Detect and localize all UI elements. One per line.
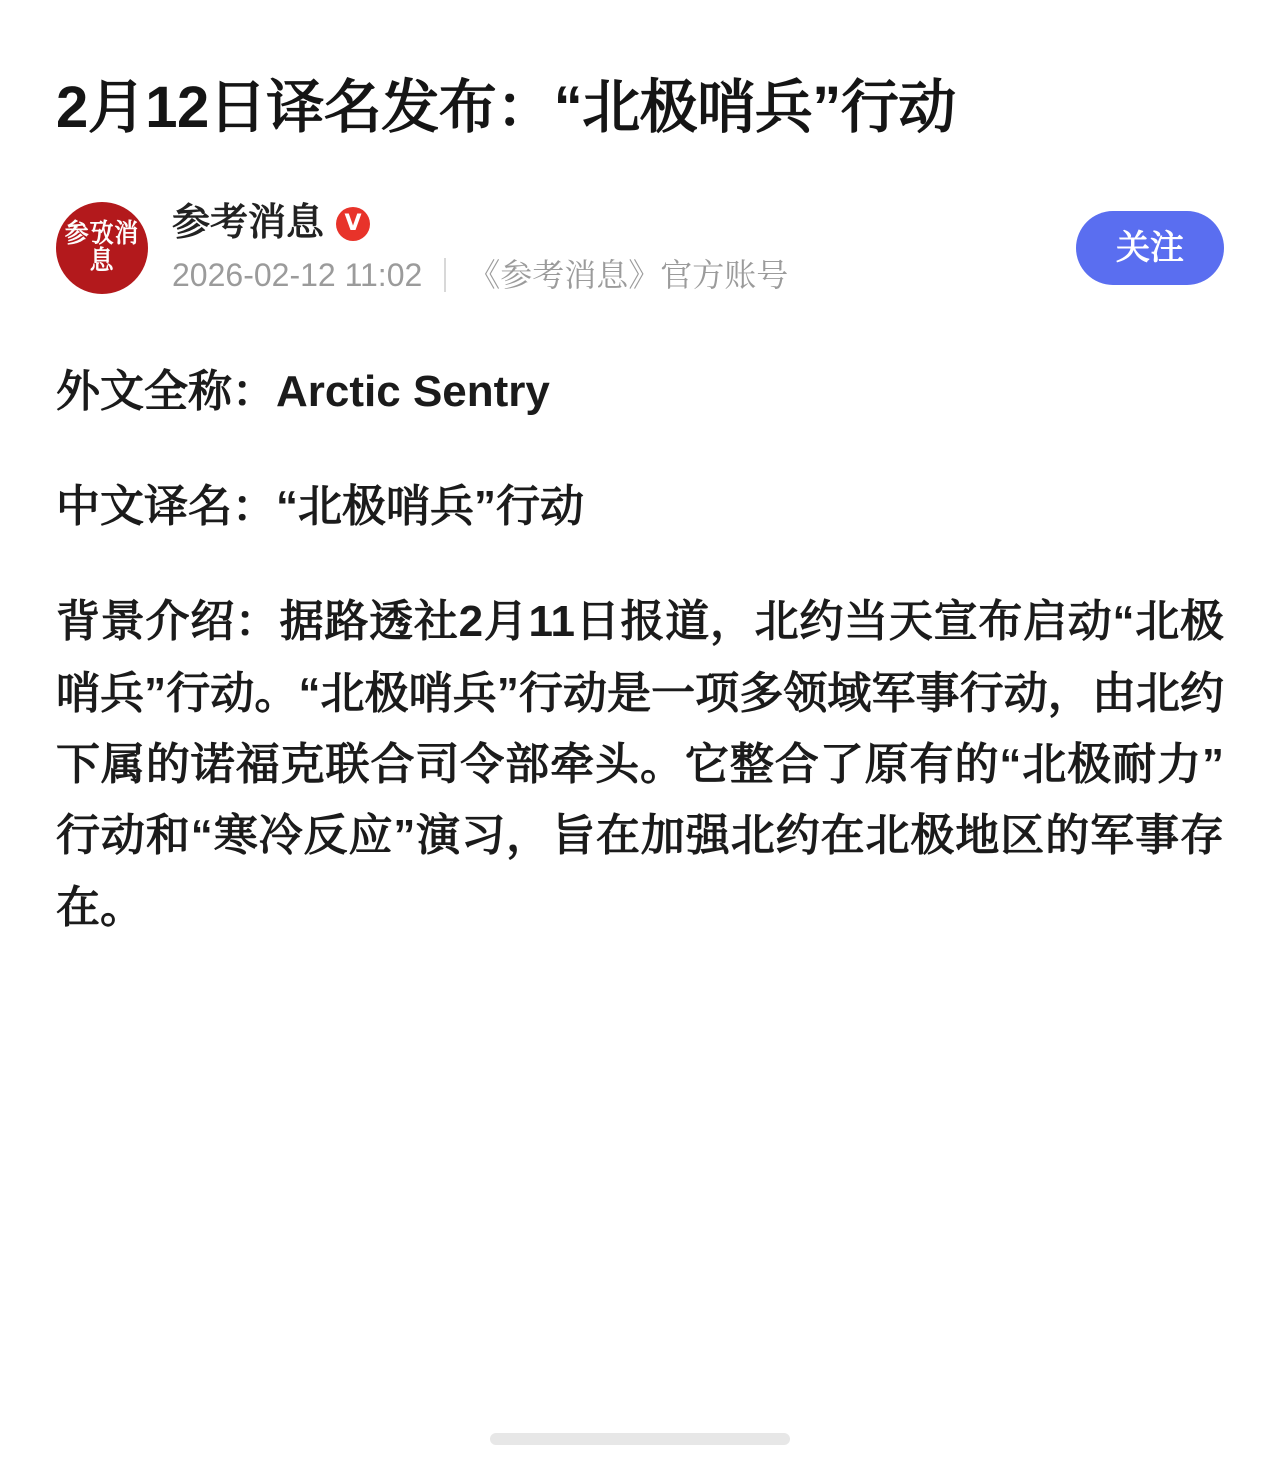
author-name[interactable]: 参考消息	[172, 201, 325, 244]
author-info	[172, 202, 1056, 294]
follow-button[interactable]: 关注	[1076, 211, 1224, 285]
article-page	[0, 72, 1280, 943]
paragraph-chinese-name: 中文译名：“北极哨兵”行动	[56, 482, 584, 532]
home-indicator	[490, 1433, 790, 1445]
timestamp: 2026-02-12 11:02	[172, 256, 423, 293]
page-title: 2月12日译名发布：“北极哨兵”行动	[56, 75, 956, 140]
author-meta-row	[56, 196, 1224, 300]
author-name-row	[172, 202, 1056, 246]
paragraph-foreign-name: 外文全称：Arctic Sentry	[56, 366, 550, 416]
author-description: 《参考消息》官方账号	[468, 256, 789, 293]
article-body	[56, 356, 1224, 943]
avatar[interactable]	[56, 202, 148, 294]
author-subinfo	[172, 256, 1056, 294]
meta-divider	[444, 258, 446, 292]
avatar-seal-text: 参攷消息	[64, 219, 140, 276]
paragraph-background: 背景介绍：据路透社2月11日报道，北约当天宣布启动“北极哨兵”行动。“北极哨兵”行动是一项多领域军事行动，由北约下属的诺福克联合司令部牵头。它整合了原有的“北极耐力”行动和“寒冷反应”演习，旨在加强北约在北极地区的军事存在。	[56, 597, 1224, 932]
verified-badge-icon: V	[336, 207, 370, 241]
